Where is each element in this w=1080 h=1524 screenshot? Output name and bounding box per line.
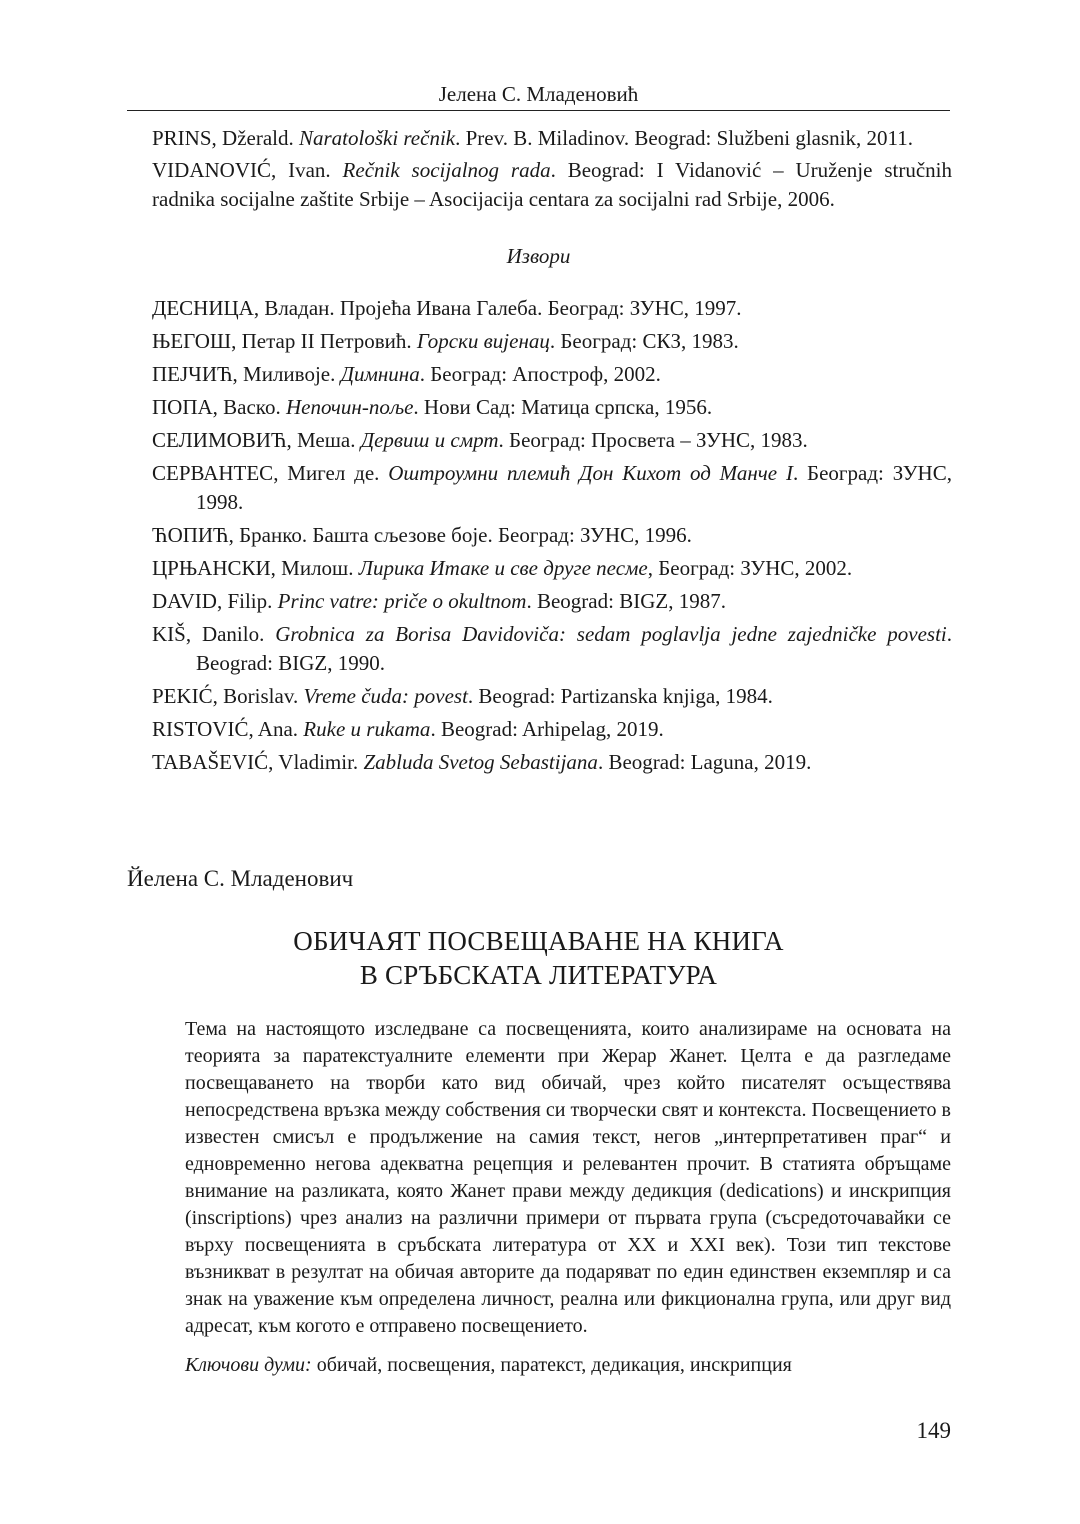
- source-author: TABAŠEVIĆ, Vladimir.: [152, 750, 364, 774]
- source-entry: [152, 587, 952, 616]
- source-title: Димнина: [340, 362, 420, 386]
- reference-publication: . Prev. B. Miladinov. Beograd: Službeni glasnik, 2011.: [455, 126, 913, 150]
- reference-author: PRINS, Džerald.: [152, 126, 299, 150]
- source-entry: [152, 393, 952, 422]
- source-text: ЋОПИЋ, Бранко. Башта сљезове боје. Београд: ЗУНС, 1996.: [152, 523, 692, 547]
- source-publication: . Beograd: BIGZ, 1990.: [196, 622, 953, 675]
- header-rule: [127, 110, 950, 111]
- source-text: ДЕСНИЦА, Владан. Пројећа Ивана Галеба. Београд: ЗУНС, 1997.: [152, 296, 742, 320]
- source-title: Princ vatre: priče o okultnom: [277, 589, 527, 613]
- reference-title: Naratološki rečnik: [298, 126, 456, 150]
- source-entry: [152, 521, 952, 550]
- reference-title: Rečnik socijalnog rada: [342, 158, 551, 182]
- source-author: СЕЛИМОВИЋ, Меша.: [152, 428, 361, 452]
- article-title-line: В СРЪБСКАТА ЛИТЕРАТУРА: [359, 960, 718, 990]
- source-title: Горски вијенац: [416, 329, 550, 353]
- source-title: Оштроумни племић Дон Кихот од Манче I: [388, 461, 793, 485]
- source-publication: . Београд: Апостроф, 2002.: [419, 362, 661, 386]
- source-author: СЕРВАНТЕС, Мигел де.: [152, 461, 389, 485]
- source-author: RISTOVIĆ, Ana.: [152, 717, 304, 741]
- source-title: Ruke u rukama: [303, 717, 431, 741]
- source-title: Grobnica za Borisa Davidoviča: sedam poglavlja jedne zajedničke povesti: [275, 622, 947, 646]
- source-entry: [152, 620, 952, 678]
- source-title: Непочин-поље: [285, 395, 414, 419]
- source-entry: [152, 360, 952, 389]
- source-entry: [152, 554, 952, 583]
- source-title: Zabluda Svetog Sebastijana: [363, 750, 598, 774]
- source-entry: [152, 327, 952, 356]
- sources-list: [152, 294, 952, 777]
- page-number: 149: [916, 1418, 951, 1443]
- source-author: ЊЕГОШ, Петар II Петровић.: [152, 329, 417, 353]
- article-keywords: [185, 1352, 951, 1379]
- reference-publication: . Beograd: I Vidanović – Uruženje stručnih: [550, 158, 952, 182]
- source-entry: [152, 748, 952, 777]
- source-author: PEKIĆ, Borislav.: [152, 684, 304, 708]
- source-title: Дервиш и смрт: [360, 428, 499, 452]
- source-author: DAVID, Filip.: [152, 589, 278, 613]
- source-author: KIŠ, Danilo.: [152, 622, 276, 646]
- source-entry: [152, 682, 952, 711]
- keywords-list: обичай, посвещения, паратекст, дедикация, инскрипция: [311, 1354, 792, 1376]
- article-title-line: ОБИЧАЯТ ПОСВЕЩАВАНЕ НА КНИГА: [293, 926, 784, 956]
- source-author: ЦРЊАНСКИ, Милош.: [152, 556, 359, 580]
- source-entry: [152, 715, 952, 744]
- article-abstract: Тема на настоящото изследване са посвещенията, които анализираме на основата на теорията за паратекстуалните елементи при Жерар Жанет. Целта е да разгледаме посвещаването на творби като вид обичай, чрез който писателят осъществява непосредствена връзка между собствения си творчески свят и контекста. Посвещението в известен смисъл е продължение на самия текст, негов „интерпретативен праг“ и едновременно негова адекватна рецепция и релевантен прочит. В статията обръщаме внимание на разликата, която Жанет прави между дедикция (dedications) и инскрипция (inscriptions) чрез анализ на различни примери от първата група (съсредоточавайки се върху посвещенията в сръбската литература от XX и XXI век). Този тип текстове възникват в резултат на обичая авторите да подаряват по един единствен екземпляр и са знак на уважение към определена личност, реална или фикционална група, или друг вид адресат, към когото е отправено посвещението.: [185, 1018, 951, 1337]
- reference-line: [152, 156, 952, 185]
- references-list: [152, 124, 952, 214]
- source-title: Vreme čuda: povest: [303, 684, 468, 708]
- source-entry: [152, 294, 952, 323]
- source-entry: [152, 426, 952, 455]
- reference-entry: [152, 156, 952, 214]
- source-entry: [152, 459, 952, 517]
- source-publication: , Београд: ЗУНС, 2002.: [647, 556, 853, 580]
- article-author: Йелена С. Младенович: [127, 866, 354, 891]
- source-publication: . Београд: Просвета – ЗУНС, 1983.: [498, 428, 808, 452]
- reference-entry: [152, 124, 952, 153]
- keywords-label: Ключови думи:: [185, 1354, 312, 1376]
- source-publication: . Beograd: Laguna, 2019.: [597, 750, 812, 774]
- source-publication: . Нови Сад: Матица српска, 1956.: [413, 395, 713, 419]
- section-heading-sources: Извори: [506, 244, 571, 268]
- source-publication: . Београд: ЗУНС, 1998.: [196, 461, 952, 514]
- article-title: [127, 924, 950, 992]
- reference-publication-continued: radnika socijalne zaštite Srbije – Asocijacija centara za socijalni rad Srbije, 2006.: [152, 187, 835, 211]
- source-author: ПОПА, Васко.: [152, 395, 286, 419]
- source-publication: . Beograd: BIGZ, 1987.: [526, 589, 726, 613]
- source-title: Лирика Итаке и све друге песме: [358, 556, 648, 580]
- reference-author: VIDANOVIĆ, Ivan.: [152, 158, 343, 182]
- source-author: ПЕЈЧИЋ, Миливоје.: [152, 362, 341, 386]
- source-publication: . Београд: СКЗ, 1983.: [549, 329, 739, 353]
- source-publication: . Beograd: Arhipelag, 2019.: [430, 717, 664, 741]
- running-head: Јелена С. Младеновић: [438, 82, 639, 106]
- source-publication: . Beograd: Partizanska knjiga, 1984.: [467, 684, 773, 708]
